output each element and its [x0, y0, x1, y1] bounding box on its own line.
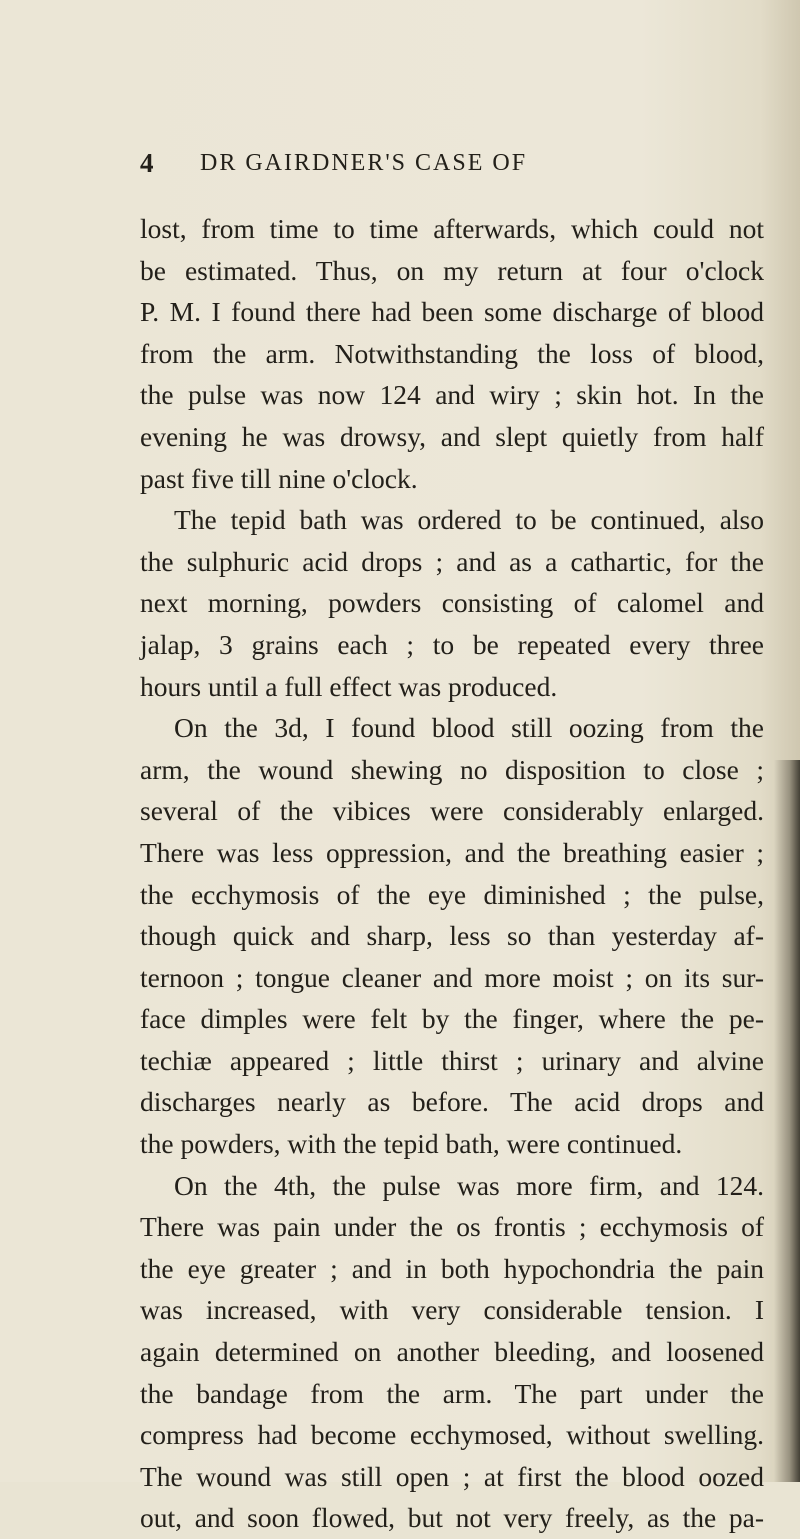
text-line: techiæ appeared ; little thirst ; urinary and alvine	[140, 1044, 764, 1076]
text-line: discharges nearly as before. The acid drops and	[140, 1086, 764, 1118]
text-line: compress had become ecchymosed, without swelling.	[140, 1419, 764, 1451]
text-line: was increased, with very considerable tension. I	[140, 1294, 764, 1326]
text-line: though quick and sharp, less so than yesterday af-	[140, 920, 764, 952]
text-line: face dimples were felt by the finger, where the pe-	[140, 1003, 764, 1035]
text-line: hours until a full effect was produced.	[140, 670, 558, 702]
text-line: the ecchymosis of the eye diminished ; the pulse,	[140, 878, 764, 910]
text-line: the pulse was now 124 and wiry ; skin hot. In the	[140, 379, 764, 411]
text-line: the powders, with the tepid bath, were continued.	[140, 1128, 683, 1160]
text-line: past five till nine o'clock.	[140, 462, 418, 494]
text-line: arm, the wound shewing no disposition to close ;	[140, 753, 764, 785]
text-line: the eye greater ; and in both hypochondria the pain	[140, 1252, 764, 1284]
text-line: the bandage from the arm. The part under the	[140, 1377, 764, 1409]
text-line: lost, from time to time afterwards, which could not	[140, 213, 764, 244]
text-line: On the 4th, the pulse was more firm, and 124.	[174, 1169, 764, 1201]
text-line: ternoon ; tongue cleaner and more moist ; on its sur-	[140, 961, 764, 993]
text-line: several of the vibices were considerably enlarged.	[140, 795, 764, 827]
text-line: evening he was drowsy, and slept quietly from half	[140, 420, 764, 452]
text-line: The wound was still open ; at first the blood oozed	[140, 1460, 764, 1492]
text-line: P. M. I found there had been some discharge of blood	[140, 296, 764, 328]
text-line: again determined on another bleeding, and loosened	[140, 1336, 764, 1368]
text-line: out, and soon flowed, but not very freely, as the pa-	[140, 1502, 764, 1534]
text-line: next morning, powders consisting of calomel and	[140, 587, 764, 619]
text-line: On the 3d, I found blood still oozing from the	[174, 712, 764, 744]
text-line: be estimated. Thus, on my return at four o'clock	[140, 254, 764, 286]
page-number: 4	[140, 148, 154, 178]
text-line: There was less oppression, and the breathing easier ;	[140, 836, 764, 868]
text-line: There was pain under the os frontis ; ecchymosis of	[140, 1211, 764, 1243]
text-line: the sulphuric acid drops ; and as a cathartic, for the	[140, 545, 764, 577]
text-line: jalap, 3 grains each ; to be repeated every three	[140, 628, 764, 660]
page-edge-shadow	[774, 760, 800, 1482]
running-head: DR GAIRDNER'S CASE OF	[200, 150, 528, 176]
page-header	[140, 148, 700, 188]
text-line: The tepid bath was ordered to be continued, also	[174, 504, 764, 536]
text-line: from the arm. Notwithstanding the loss of blood,	[140, 337, 764, 369]
body-text	[140, 208, 764, 1539]
